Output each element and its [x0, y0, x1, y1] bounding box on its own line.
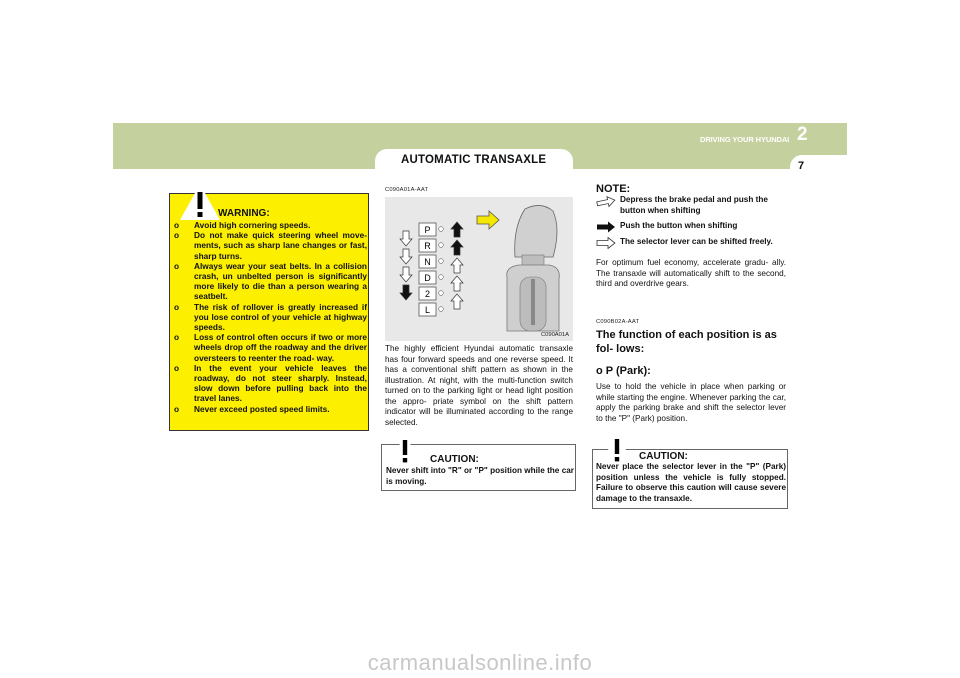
warning-box [169, 193, 369, 431]
list-item: o In the event your vehicle leaves the roadway, do not steer sharply. Instead, slow down before pulling back into the travel lanes. [174, 362, 367, 404]
list-item: o Avoid high cornering speeds. [174, 220, 311, 230]
outline-pointer-arrow-icon [596, 196, 616, 208]
gear-labels [419, 223, 443, 316]
fuel-economy-text: For optimum fuel economy, accelerate gradu- ally. The transaxle will automatically shift to the second, third and overdrive gears. [596, 258, 786, 288]
list-item: o The risk of rollover is greatly increased if you lose control of your vehicle at highway speeds. [174, 301, 367, 333]
chapter-number: 2 [797, 124, 808, 145]
park-heading: o P (Park): [596, 365, 651, 377]
caution-box-park [592, 449, 788, 509]
list-item: o Never exceed posted speed limits. [174, 403, 330, 414]
svg-text:P: P [424, 225, 431, 235]
svg-text:N: N [424, 257, 431, 267]
list-item: o Do not make quick steering wheel move- ments, such as sharp lane changes or fast, sharp turns. [174, 230, 367, 261]
caution-heading: CAUTION: [639, 451, 688, 462]
solid-arrow-icon [596, 221, 616, 233]
warning-list [174, 220, 367, 414]
section-title: AUTOMATIC TRANSAXLE [401, 154, 547, 166]
watermark: carmanualsonline.info [367, 650, 593, 675]
park-description: Use to hold the vehicle in place when parking or while starting the engine. Whenever parking the car, apply the parking brake and shift the selector lever to the "P" (Park) position. [596, 382, 786, 423]
gear-selector-drawing [385, 197, 573, 341]
caution-box-shift [381, 444, 576, 491]
svg-text:R: R [424, 241, 431, 251]
list-item: o Loss of control often occurs if two or more wheels drop off the roadway and the driver oversteers to reenter the road- way. [174, 332, 367, 363]
shift-knob [507, 205, 560, 331]
warning-triangle-icon [599, 433, 635, 465]
page-number-tab [790, 155, 847, 175]
function-heading: The function of each position is as fol- lows: [596, 329, 777, 355]
shift-pattern-illustration [385, 197, 573, 341]
page-number: 7 [798, 160, 805, 172]
warning-triangle-icon [387, 434, 423, 466]
svg-text:2: 2 [424, 289, 431, 299]
pointer-arrow-icon [477, 211, 499, 229]
warning-triangle-icon [178, 182, 222, 222]
outline-arrow-icon [596, 237, 616, 249]
svg-text:D: D [424, 273, 431, 283]
section-tab [375, 149, 573, 173]
chapter-title: DRIVING YOUR HYUNDAI [700, 135, 790, 144]
note-heading: NOTE: [596, 183, 631, 195]
caution-text: Never place the selector lever in the "P" (Park) position unless the vehicle is fully stopped. Failure to observe this caution will cause severe damage to the transaxle. [596, 462, 786, 503]
warning-heading: WARNING: [218, 208, 270, 219]
section-code: C090B02A-AAT [596, 319, 640, 325]
transaxle-description: The highly efficient Hyundai automatic transaxle has four forward speeds and one reverse speed. It has a conventional shift pattern as shown in the illustration. At night, with the multi-function switch turned on to the parking light or head light position the appro- priate symbol on the shift pattern indicator will be illuminated according to the range selected. [385, 344, 573, 427]
svg-text:L: L [424, 305, 431, 315]
up-arrows-icon [451, 222, 463, 309]
caution-text: Never shift into "R" or "P" position while the car is moving. [386, 466, 574, 486]
figure-code: C090A01A [540, 332, 569, 338]
section-code: C090A01A-AAT [385, 187, 429, 193]
caution-heading: CAUTION: [430, 454, 479, 465]
down-arrows-icon [400, 231, 412, 300]
list-item: o Always wear your seat belts. In a collision crash, un unbelted person is significantly more likely to die than a person wearing a seatbelt. [174, 260, 367, 302]
